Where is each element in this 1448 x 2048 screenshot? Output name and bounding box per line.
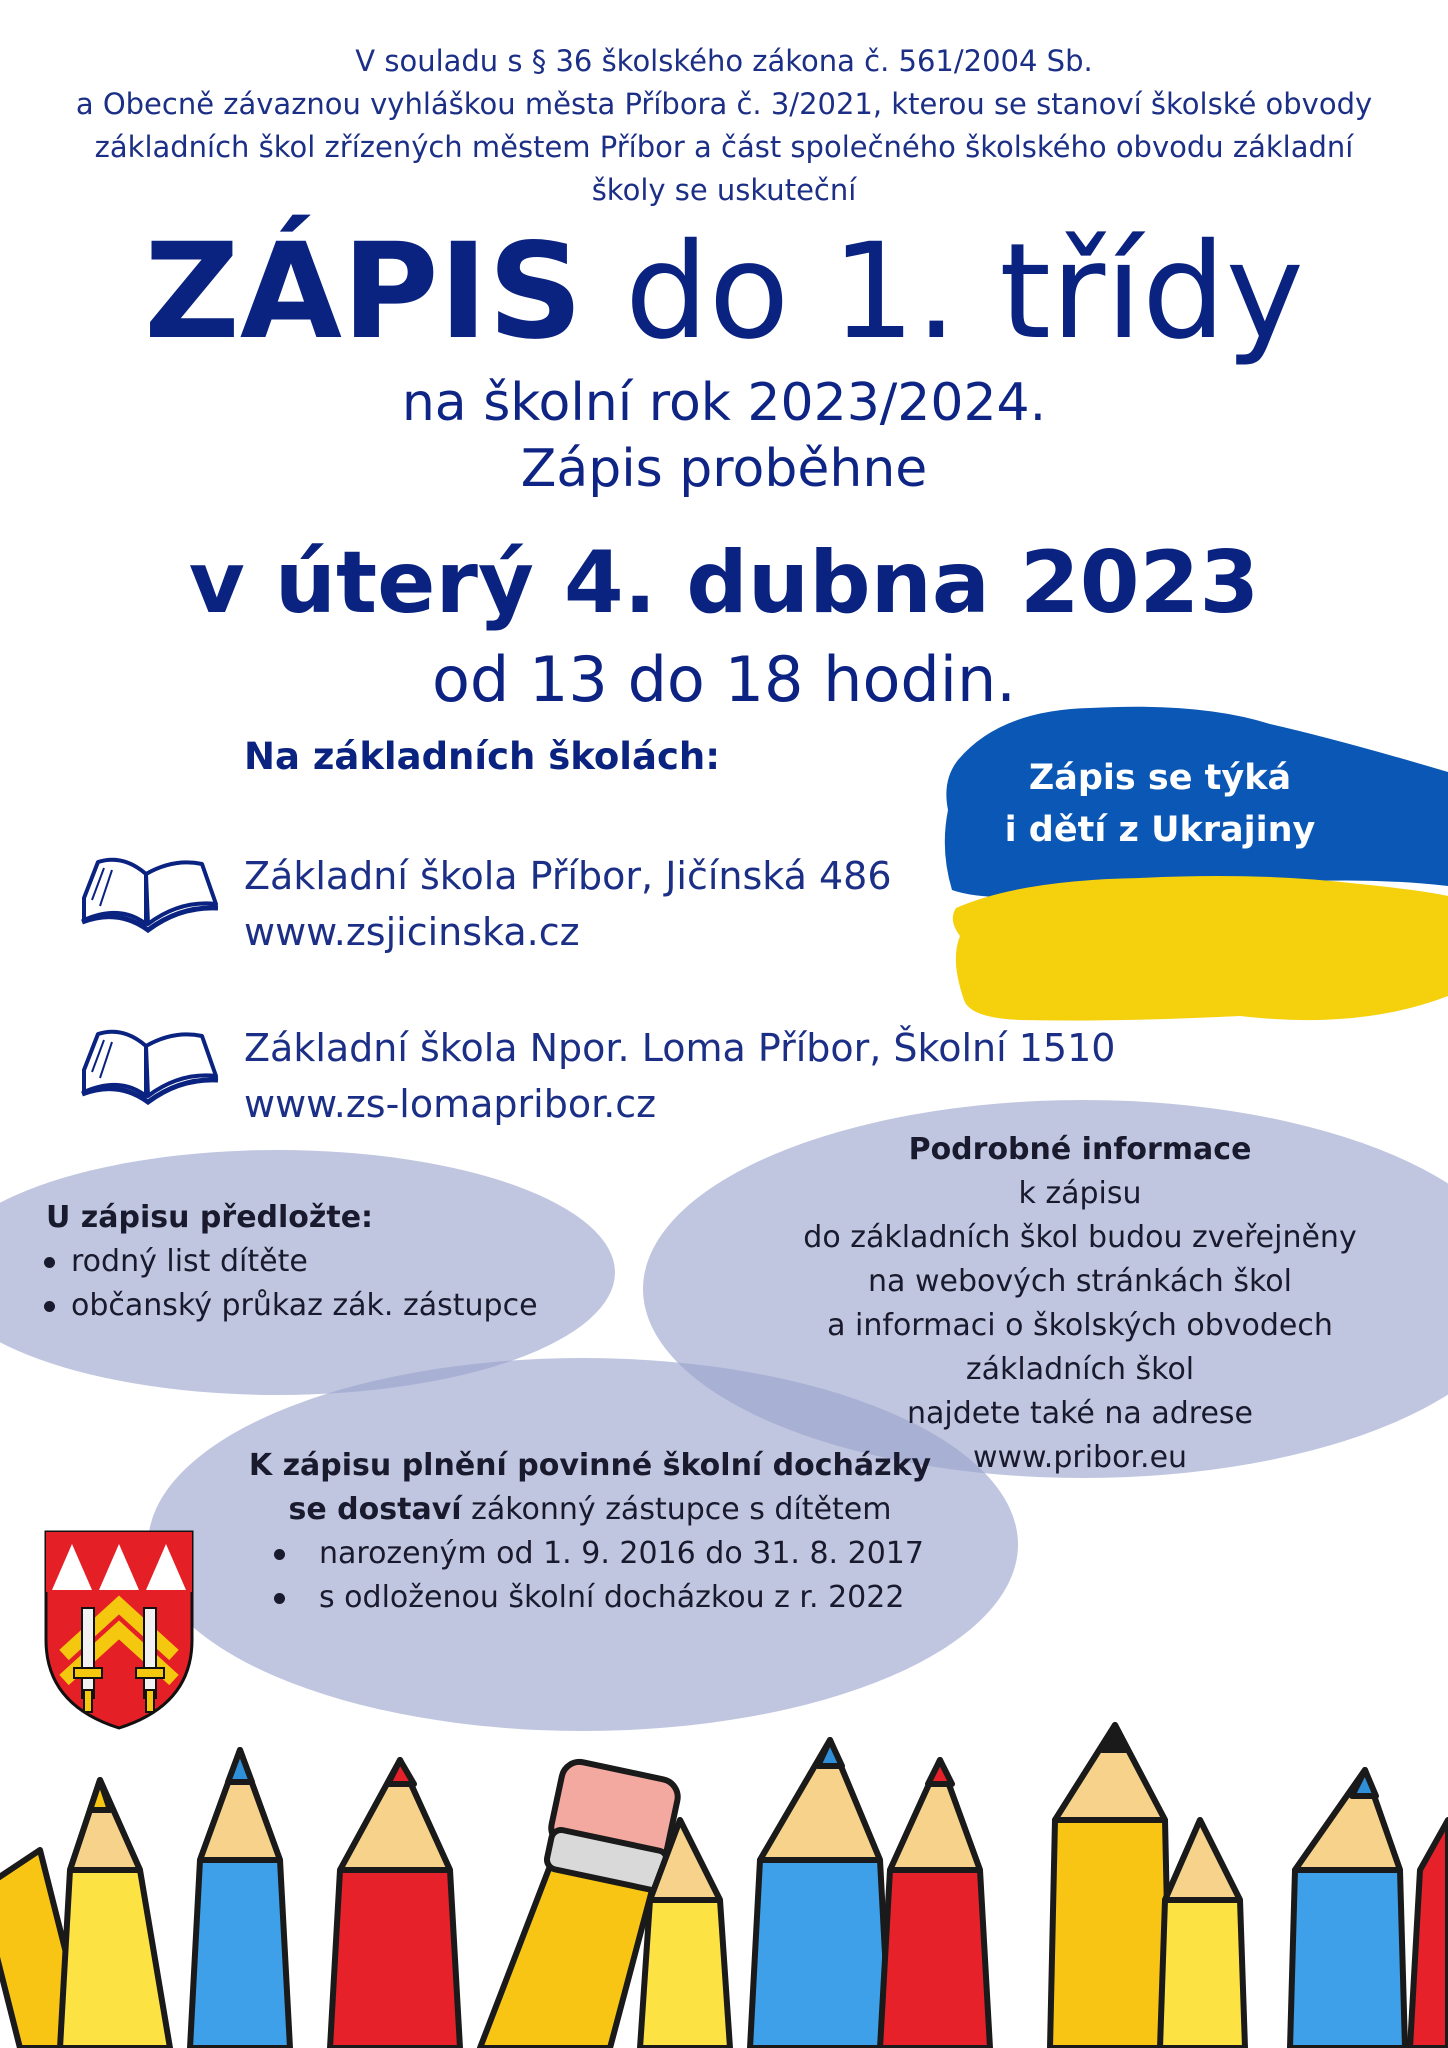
info-line <box>760 1128 1400 1216</box>
legal-intro <box>60 40 1388 212</box>
documents-box <box>40 1196 538 1328</box>
title-bold: ZÁPIS <box>144 215 583 369</box>
school-website-link[interactable]: www.zsjicinska.cz <box>244 910 580 954</box>
info-rest: k zápisu <box>1018 1176 1142 1211</box>
event-date: v úterý 4. dubna 2023 <box>188 533 1260 633</box>
bullet-icon <box>44 1301 55 1312</box>
school-name: Základní škola Npor. Loma Příbor, Školní 1510 <box>244 1026 1116 1070</box>
attendance-line <box>200 1488 980 1532</box>
bullet-icon <box>44 1257 55 1268</box>
ukraine-line: i dětí z Ukrajiny <box>1004 810 1316 850</box>
page-title <box>0 212 1448 372</box>
info-bold: Podrobné informace <box>908 1132 1252 1167</box>
list-item-text: rodný list dítěte <box>71 1244 308 1279</box>
schools-heading: Na základních školách: <box>244 735 721 778</box>
event-hours: od 13 do 18 hodin. <box>431 643 1016 716</box>
town-crest-icon <box>44 1530 194 1730</box>
list-item <box>40 1240 538 1284</box>
zapis-probehne: Zápis proběhne <box>520 439 928 499</box>
info-line: na webových stránkách škol <box>868 1264 1292 1299</box>
bullet-icon <box>274 1549 285 1560</box>
ukraine-line: Zápis se týká <box>1028 758 1292 798</box>
book-icon <box>78 852 220 936</box>
subtitle <box>0 370 1448 502</box>
list-item-text: s odloženou školní docházkou z r. 2022 <box>319 1580 905 1615</box>
book-icon <box>78 1024 220 1108</box>
pencils-illustration <box>0 1710 1448 2048</box>
list-item <box>40 1284 538 1328</box>
info-website-link[interactable]: www.pribor.eu <box>972 1440 1188 1475</box>
info-line: do základních škol budou zveřejněny <box>803 1220 1357 1255</box>
title-rest: do 1. třídy <box>582 215 1304 369</box>
intro-line: a Obecně závaznou vyhláškou města Příbora č. 3/2021, kterou se stanoví školské obvody <box>75 87 1373 121</box>
info-line: a informaci o školských obvodech <box>827 1308 1333 1343</box>
attendance-heading: K zápisu plnění povinné školní docházky <box>248 1448 932 1483</box>
intro-line: V souladu s § 36 školského zákona č. 561/2004 Sb. <box>355 44 1093 78</box>
documents-heading: U zápisu předložte: <box>46 1200 374 1235</box>
intro-line: školy se uskuteční <box>591 173 857 207</box>
attendance-box <box>200 1444 980 1620</box>
bullet-icon <box>274 1593 285 1604</box>
list-item <box>270 1576 980 1620</box>
ukraine-note <box>990 752 1330 856</box>
ukraine-flag-brush <box>940 700 1448 1040</box>
school-1 <box>244 848 892 960</box>
info-box <box>760 1128 1400 1480</box>
attendance-rest: zákonný zástupce s dítětem <box>461 1492 892 1527</box>
school-year: na školní rok 2023/2024. <box>401 373 1047 433</box>
intro-line: základních škol zřízených městem Příbor a část společného školského obvodu základní <box>94 130 1354 164</box>
info-line: základních škol <box>965 1352 1195 1387</box>
school-name: Základní škola Příbor, Jičínská 486 <box>244 854 892 898</box>
list-item-text: občanský průkaz zák. zástupce <box>71 1288 538 1323</box>
list-item <box>270 1532 980 1576</box>
attendance-bold: se dostaví <box>288 1492 462 1527</box>
list-item-text: narozeným od 1. 9. 2016 do 31. 8. 2017 <box>319 1536 924 1571</box>
info-line: najdete také na adrese <box>906 1396 1253 1431</box>
school-website-link[interactable]: www.zs-lomapribor.cz <box>244 1082 657 1126</box>
